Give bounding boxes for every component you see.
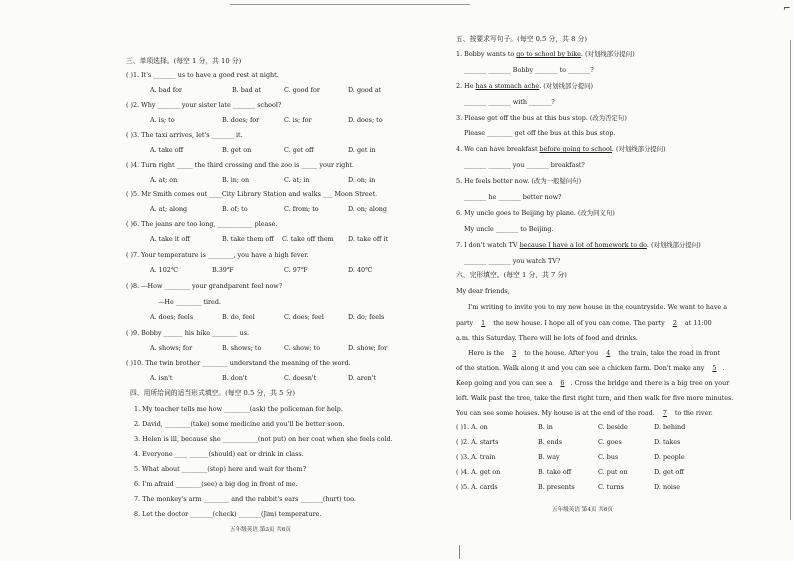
q5-1-answer: _______ _______ Bobby _______ to _______? (464, 66, 594, 74)
letter-line-2c: at 11:00 (682, 319, 712, 327)
corner-mark: ⌐ (783, 4, 791, 14)
q3-4-opt-b: B. in; on (222, 176, 250, 184)
q5-1-post: . (对划线部分提问) (580, 50, 635, 58)
q4-8: 8. Let the doctor _______(check) _______(Jim) temperature. (134, 510, 322, 518)
q3-1-opt-b: B. bad at (232, 86, 262, 94)
cloze-2-b: B. ends (538, 438, 563, 446)
q5-2-pre: 2. He (456, 82, 476, 90)
blank-6: 6 (560, 379, 565, 387)
cloze-3-a: ( )3. A. train (456, 453, 496, 461)
blank-5: 5 (712, 364, 717, 372)
q3-7-opt-d: D. 40℃ (348, 266, 373, 274)
left-footer: 五年级英语 第3页 共6页 (230, 527, 292, 533)
letter-line-7: left. Walk past the tree, take the first right turn, and then walk for five more minutes. (456, 394, 734, 402)
q3-2-opt-b: B. does; for (222, 116, 260, 124)
q5-1-underlined: go to school by bike (516, 50, 581, 58)
q3-1-opt-d: D. good at (348, 86, 382, 94)
letter-line-2b: the new house. I hope all of you can come. The party (491, 319, 667, 327)
q5-1 (456, 51, 635, 57)
q5-3-answer: Please ________ get off the bus at this bus stop. (464, 129, 616, 137)
q3-4: ( )4. Turn right _____ the third crossing and the zoo is _____ your right. (126, 161, 354, 169)
q3-3-opt-c: C. get off (284, 146, 314, 154)
q3-2-opt-a: A. is; to (150, 116, 175, 124)
q3-1-opt-c: C. good for (284, 86, 320, 94)
blank-4: 4 (606, 349, 611, 357)
q3-8b: —He ________ tired. (158, 298, 221, 306)
q5-4-post: . (对划线部分提问) (611, 145, 666, 153)
cloze-2-a: ( )2. A. starts (456, 438, 499, 446)
section6-title: 六、完形填空。(每空 1 分，共 7 分) (456, 271, 567, 279)
q5-2-answer: _______ _______ with _______? (464, 98, 555, 106)
q3-4-opt-c: C. at; in (284, 176, 310, 184)
letter-line-5 (456, 365, 724, 371)
q3-8-opt-c: C. does; feel (284, 313, 324, 321)
q5-7 (456, 242, 701, 248)
cloze-4-d: D. get off (654, 468, 684, 476)
q3-8a: ( )8. —How ________ your grandparent feel now? (126, 282, 283, 290)
q5-5: 5. He feels better now. (改为一般疑问句) (456, 177, 582, 185)
cloze-2-c: C. goes (598, 438, 622, 446)
q3-3-opt-d: D. get in (348, 146, 376, 154)
q4-2: 2. David, ________(take) some medicine and you'll be better soon. (134, 420, 345, 428)
q3-5-opt-a: A. at; along (150, 205, 188, 213)
q3-7: ( )7. Your temperature is ________, you have a high fever. (126, 251, 309, 259)
page-spine (459, 545, 460, 559)
section4-title: 四、用所给词的适当形式填空。(每空 0.5 分，共 5 分) (130, 389, 296, 397)
letter-line-8b: to the river. (672, 409, 713, 417)
q3-9-opt-a: A. shows; for (150, 344, 193, 352)
q3-8-opt-b: B. do, feel (222, 313, 255, 321)
section3-title: 三、单项选择。(每空 1 分，共 10 分) (126, 57, 242, 65)
letter-line-4 (468, 350, 720, 356)
q4-3: 3. Helen is ill, because she ___________(not put) on her coat when she feels cold. (134, 435, 393, 443)
q5-3: 3. Please get off the bus at this bus stop. (改为否定句) (456, 114, 627, 122)
q5-2 (456, 83, 593, 89)
cloze-4-c: C. put on (598, 468, 628, 476)
blank-7: 7 (662, 409, 667, 417)
cloze-1-d: D. behind (654, 423, 686, 431)
letter-line-1: I'm writing to invite you to my new house in the countryside. We want to have a (468, 303, 728, 311)
q3-2: ( )2. Why _______ your sister late _______ school? (126, 101, 282, 109)
q3-10-opt-a: A. isn't (150, 374, 173, 382)
scan-edge-top (230, 4, 470, 5)
q3-10: ( )10. The twin brother ________ understand the meaning of the word. (126, 359, 351, 367)
cloze-3-b: B. way (538, 453, 560, 461)
q4-4: 4. Everyone ____ ______(should) eat or drink in class. (134, 450, 304, 458)
letter-line-8a: You can see some houses. My house is at the end of the road. (456, 409, 657, 417)
cloze-5-d: D. noise (654, 483, 681, 491)
q5-4 (456, 146, 666, 152)
q3-10-opt-d: D. aren't (348, 374, 377, 382)
cloze-4-a: ( )4. A. get on (456, 468, 501, 476)
cloze-1-b: B. in (538, 423, 553, 431)
scan-edge-right (790, 40, 791, 520)
q5-2-underlined: has a stomach ache (475, 82, 540, 90)
letter-line-8 (456, 410, 713, 416)
q3-5-opt-b: B. of; to (222, 205, 248, 213)
cloze-1-c: C. beside (598, 423, 628, 431)
letter-line-4c: the train, take the road in front (616, 349, 721, 357)
q3-4-opt-a: A. at; on (150, 176, 178, 184)
q4-5: 5. What about ________(stop) here and wait for them? (134, 465, 307, 473)
cloze-5-b: B. presents (538, 483, 575, 491)
section5-title: 五、按要求写句子。(每空 0.5 分，共 8 分) (456, 35, 588, 43)
q3-5-opt-c: C. from; to (284, 205, 319, 213)
right-footer: 五年级英语 第4页 共6页 (552, 507, 614, 513)
letter-line-5a: of the station. Walk along it and you can see a chicken farm. Don't make any (456, 364, 707, 372)
cloze-5-c: C. turns (598, 483, 624, 491)
q3-3: ( )3. The taxi arrives, let's _______ it. (126, 131, 243, 139)
q3-9-opt-d: D. show; for (348, 344, 388, 352)
q3-7-opt-b: B.39℉ (212, 266, 234, 274)
q5-7-post: . (对划线部分提问) (646, 241, 701, 249)
q3-6: ( )6. The jeans are too long, ___________ please. (126, 220, 278, 228)
q3-9-opt-b: B. shows; to (222, 344, 262, 352)
q3-10-opt-c: C. doesn't (284, 374, 317, 382)
q3-9-opt-c: C. show; to (284, 344, 321, 352)
q4-6: 6. I'm afraid ________(see) a big dog in front of me. (134, 480, 298, 488)
q5-6: 6. My uncle goes to Beijing by plane. (改为同义句) (456, 209, 615, 217)
q5-4-underlined: before going to school (539, 145, 612, 153)
blank-3: 3 (512, 349, 517, 357)
q5-7-answer: _______ _______ you watch TV? (464, 257, 561, 265)
blank-1: 1 (481, 319, 486, 327)
letter-greeting: My dear friends, (456, 287, 510, 295)
q3-10-opt-b: B. don't (222, 374, 248, 382)
q3-6-opt-c: C. take off them (282, 235, 334, 243)
cloze-3-c: C. bus (598, 453, 619, 461)
q3-3-opt-a: A. take off (150, 146, 184, 154)
letter-line-4b: to the house. After you (522, 349, 601, 357)
cloze-3-d: D. people (654, 453, 685, 461)
q5-6-answer: My uncle _______ to Beijing. (464, 225, 554, 233)
q5-1-pre: 1. Bobby wants to (456, 50, 517, 58)
q3-3-opt-b: B. get on (222, 146, 252, 154)
q5-5-answer: _______ he _______ better now? (464, 193, 562, 201)
q3-6-opt-b: B. take them off (222, 235, 274, 243)
q3-2-opt-c: C. is; for (284, 116, 312, 124)
letter-line-2a: party (456, 319, 476, 327)
q5-7-pre: 7. I don't watch TV (456, 241, 520, 249)
letter-line-6 (456, 380, 729, 386)
q3-6-opt-d: D. take off it (348, 235, 389, 243)
letter-line-6b: . Cross the bridge and there is a big tree on your (570, 379, 730, 387)
cloze-5-a: ( )5. A. cards (456, 483, 498, 491)
letter-line-6a: Keep going and you can see a (456, 379, 555, 387)
letter-line-5b: . (722, 364, 725, 372)
letter-line-2 (456, 320, 712, 326)
q3-1-opt-a: A. bad for (150, 86, 182, 94)
q3-1: ( )1. It's _______ us to have a good rest at night. (126, 71, 279, 79)
q5-2-post: . (对划线部分提问) (539, 82, 593, 90)
q3-9: ( )9. Bobby ______ his bike ________ us. (126, 329, 250, 337)
q5-7-underlined: because I have a lot of homework to do (519, 241, 647, 249)
q3-8-opt-a: A. does; feels (150, 313, 194, 321)
q3-8-opt-d: D. do; feels (348, 313, 385, 321)
q3-2-opt-d: D. does; to (348, 116, 383, 124)
cloze-1-a: ( )1. A. on (456, 423, 488, 431)
cloze-4-b: B. take off (538, 468, 572, 476)
cloze-2-d: D. takes (654, 438, 681, 446)
q3-6-opt-a: A. take it off (150, 235, 190, 243)
q3-5-opt-d: D. on; along (348, 205, 388, 213)
q3-7-opt-a: A. 102℃ (150, 266, 179, 274)
cloze-opt-1 (456, 424, 488, 430)
letter-line-3: a.m. this Saturday. There will be lots of food and drinks. (456, 334, 638, 342)
q4-1: 1. My teacher tells me how ________(ask) the policeman for help. (134, 405, 343, 413)
blank-2: 2 (672, 319, 677, 327)
q3-7-opt-c: C. 97℉ (284, 266, 308, 274)
q3-5: ( )5. Mr Smith comes out ____City Library Station and walks ___ Moon Street. (126, 190, 378, 198)
q3-4-opt-d: D. on; in (348, 176, 376, 184)
letter-line-4a: Here is the (468, 349, 507, 357)
q5-4-pre: 4. We can have breakfast (456, 145, 540, 153)
q4-7: 7. The monkey's arm ________ and the rabbit's ears _______(hurt) too. (134, 495, 356, 503)
q5-4-answer: _______ _______ you _______ breakfast? (464, 161, 585, 169)
